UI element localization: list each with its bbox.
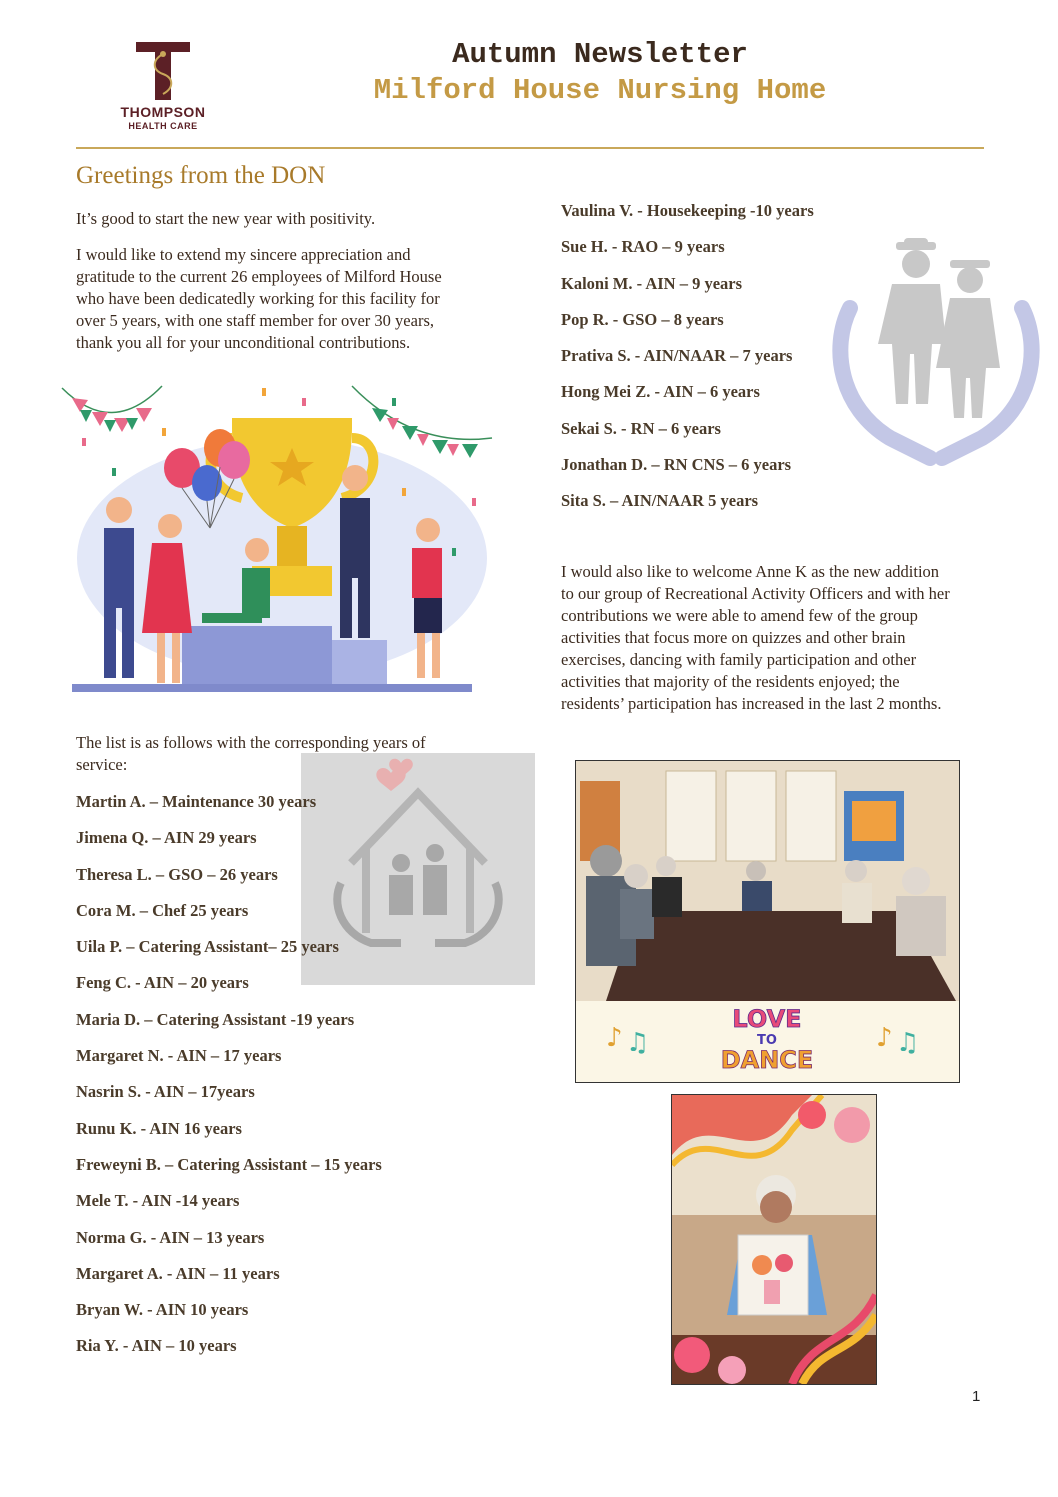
list-item: Margaret A. - AIN – 11 years (76, 1263, 280, 1283)
brand-name: THOMPSON (120, 104, 206, 120)
list-item: Freweyni B. – Catering Assistant – 15 years (76, 1154, 382, 1174)
svg-text:♫: ♫ (896, 1028, 920, 1058)
svg-text:♪: ♪ (876, 1023, 893, 1053)
header-divider (76, 147, 984, 149)
painting-activity-photo (671, 1094, 877, 1385)
list-item: Sekai S. - RN – 6 years (561, 418, 721, 438)
staff-list-right (561, 200, 814, 527)
residents-group-photo (576, 761, 959, 1082)
svg-text:♪: ♪ (606, 1023, 623, 1053)
welcome-paragraph: I would also like to welcome Anne K as the new addition to our group of Recreational Activity Officers and with her contributions we were able to amend few of the group activities that focus more on quizzes and other brain exercises, dancing with family participation and other activities that majority of the residents enjoyed; the residents’ participation has increased in the last 2 months. (561, 562, 950, 713)
list-item: Mele T. - AIN -14 years (76, 1191, 240, 1211)
list-item: Jimena Q. – AIN 29 years (76, 828, 257, 848)
list-item: Prativa S. - AIN/NAAR – 7 years (561, 346, 793, 366)
list-item: Kaloni M. - AIN – 9 years (561, 273, 743, 293)
list-item: Pop R. - GSO – 8 years (561, 309, 724, 329)
to-text: TO (757, 1033, 777, 1048)
list-item: Sita S. – AIN/NAAR 5 years (561, 491, 759, 511)
dance-activity-photo (575, 760, 960, 1083)
list-item: Maria D. – Catering Assistant -19 years (76, 1009, 355, 1029)
newsletter-subtitle: Milford House Nursing Home (373, 74, 827, 107)
list-item: Bryan W. - AIN 10 years (76, 1300, 249, 1320)
intro-paragraph-1: It’s good to start the new year with positivity. (76, 209, 376, 228)
list-item: Nasrin S. - AIN – 17years (76, 1082, 255, 1102)
page-number: 1 (972, 1388, 981, 1405)
list-item: Jonathan D. – RN CNS – 6 years (561, 455, 792, 475)
list-item: Uila P. – Catering Assistant– 25 years (76, 937, 339, 957)
list-item: Norma G. - AIN – 13 years (76, 1227, 265, 1247)
list-intro: The list is as follows with the corresponding years of service: (76, 733, 426, 774)
intro-paragraph-2: I would like to extend my sincere appreciation and gratitude to the current 26 employees of Milford House who have been dedicatedly working for this facility for over 5 years, with one staff member for over 30 years, thank you all for your unconditional contributions. (76, 245, 442, 352)
list-item: Feng C. - AIN – 20 years (76, 973, 249, 993)
list-item: Martin A. – Maintenance 30 years (76, 792, 317, 811)
brand-subname: HEALTH CARE (128, 121, 198, 131)
dance-text: DANCE (720, 1046, 814, 1074)
love-text: LOVE (732, 1005, 802, 1033)
staff-list-left (76, 791, 382, 1372)
section-heading: Greetings from the DON (76, 162, 326, 189)
svg-text:♫: ♫ (626, 1028, 650, 1058)
list-item: Ria Y. - AIN – 10 years (76, 1336, 237, 1356)
list-item: Sue H. - RAO – 9 years (561, 237, 725, 257)
list-item: Runu K. - AIN 16 years (76, 1118, 242, 1138)
resident-painting-photo (672, 1095, 876, 1384)
list-item: Cora M. – Chef 25 years (76, 900, 249, 920)
celebration-illustration (52, 378, 494, 696)
thompson-logo-icon (134, 40, 192, 102)
caring-hands-icon (830, 238, 1042, 468)
list-item: Margaret N. - AIN – 17 years (76, 1046, 282, 1066)
list-item: Vaulina V. - Housekeeping -10 years (561, 201, 814, 220)
list-item: Theresa L. – GSO – 26 years (76, 864, 278, 884)
list-item: Hong Mei Z. - AIN – 6 years (561, 382, 760, 402)
newsletter-title: Autumn Newsletter (452, 38, 748, 71)
